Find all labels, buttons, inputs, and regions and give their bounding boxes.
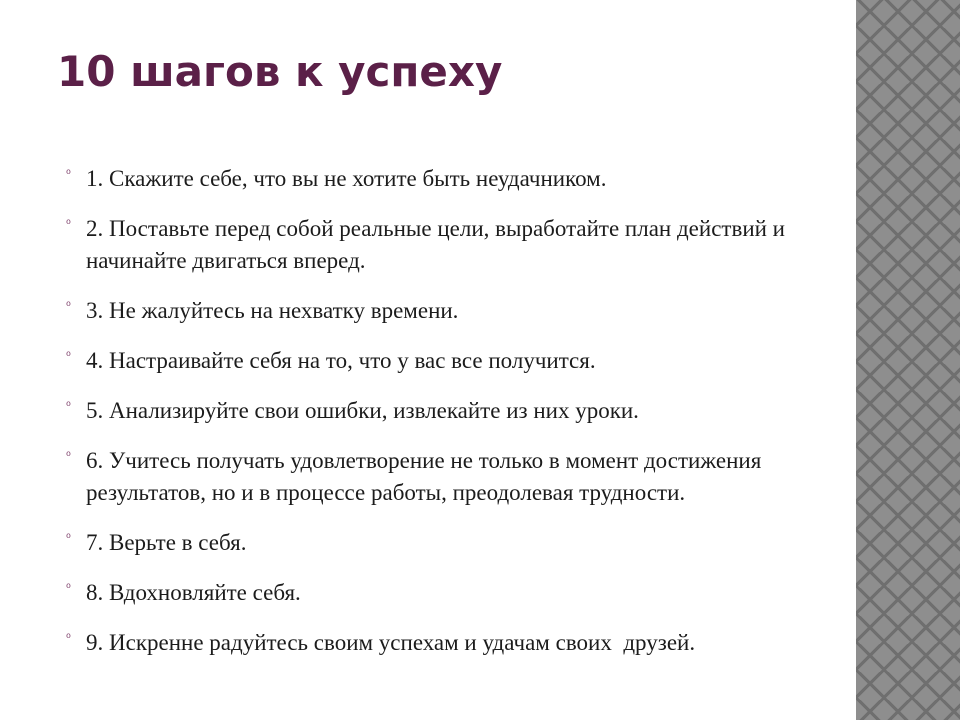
decorative-side-panel	[856, 0, 960, 720]
step-text: 8. Вдохновляйте себя.	[86, 580, 301, 605]
list-item	[66, 627, 836, 659]
step-text: 4. Настраивайте себя на то, что у вас все получится.	[86, 348, 596, 373]
step-text: 3. Не жалуйтесь на нехватку времени.	[86, 298, 459, 323]
bullet-icon: ⁰	[66, 531, 71, 545]
step-text: 2. Поставьте перед собой реальные цели, выработайте план действий и начинайте двигаться вперед.	[86, 216, 791, 273]
list-item	[66, 577, 836, 609]
list-item	[66, 445, 836, 509]
step-text: 7. Верьте в себя.	[86, 530, 247, 555]
list-item	[66, 527, 836, 559]
list-item	[66, 213, 836, 277]
bullet-icon: ⁰	[66, 217, 71, 231]
bullet-icon: ⁰	[66, 299, 71, 313]
step-text: 1. Скажите себе, что вы не хотите быть неудачником.	[86, 166, 607, 191]
bullet-icon: ⁰	[66, 449, 71, 463]
bullet-icon: ⁰	[66, 167, 71, 181]
slide-title: 10 шагов к успеху	[57, 47, 503, 96]
list-item	[66, 163, 836, 195]
list-item	[66, 345, 836, 377]
bullet-icon: ⁰	[66, 349, 71, 363]
bullet-icon: ⁰	[66, 631, 71, 645]
bullet-icon: ⁰	[66, 581, 71, 595]
steps-list	[66, 163, 836, 677]
step-text: 9. Искренне радуйтесь своим успехам и удачам своих друзей.	[86, 630, 696, 655]
list-item	[66, 295, 836, 327]
step-text: 6. Учитесь получать удовлетворение не только в момент достижения результатов, но и в процессе работы, преодолевая трудности.	[86, 448, 768, 505]
list-item	[66, 395, 836, 427]
bullet-icon: ⁰	[66, 399, 71, 413]
step-text: 5. Анализируйте свои ошибки, извлекайте из них уроки.	[86, 398, 639, 423]
